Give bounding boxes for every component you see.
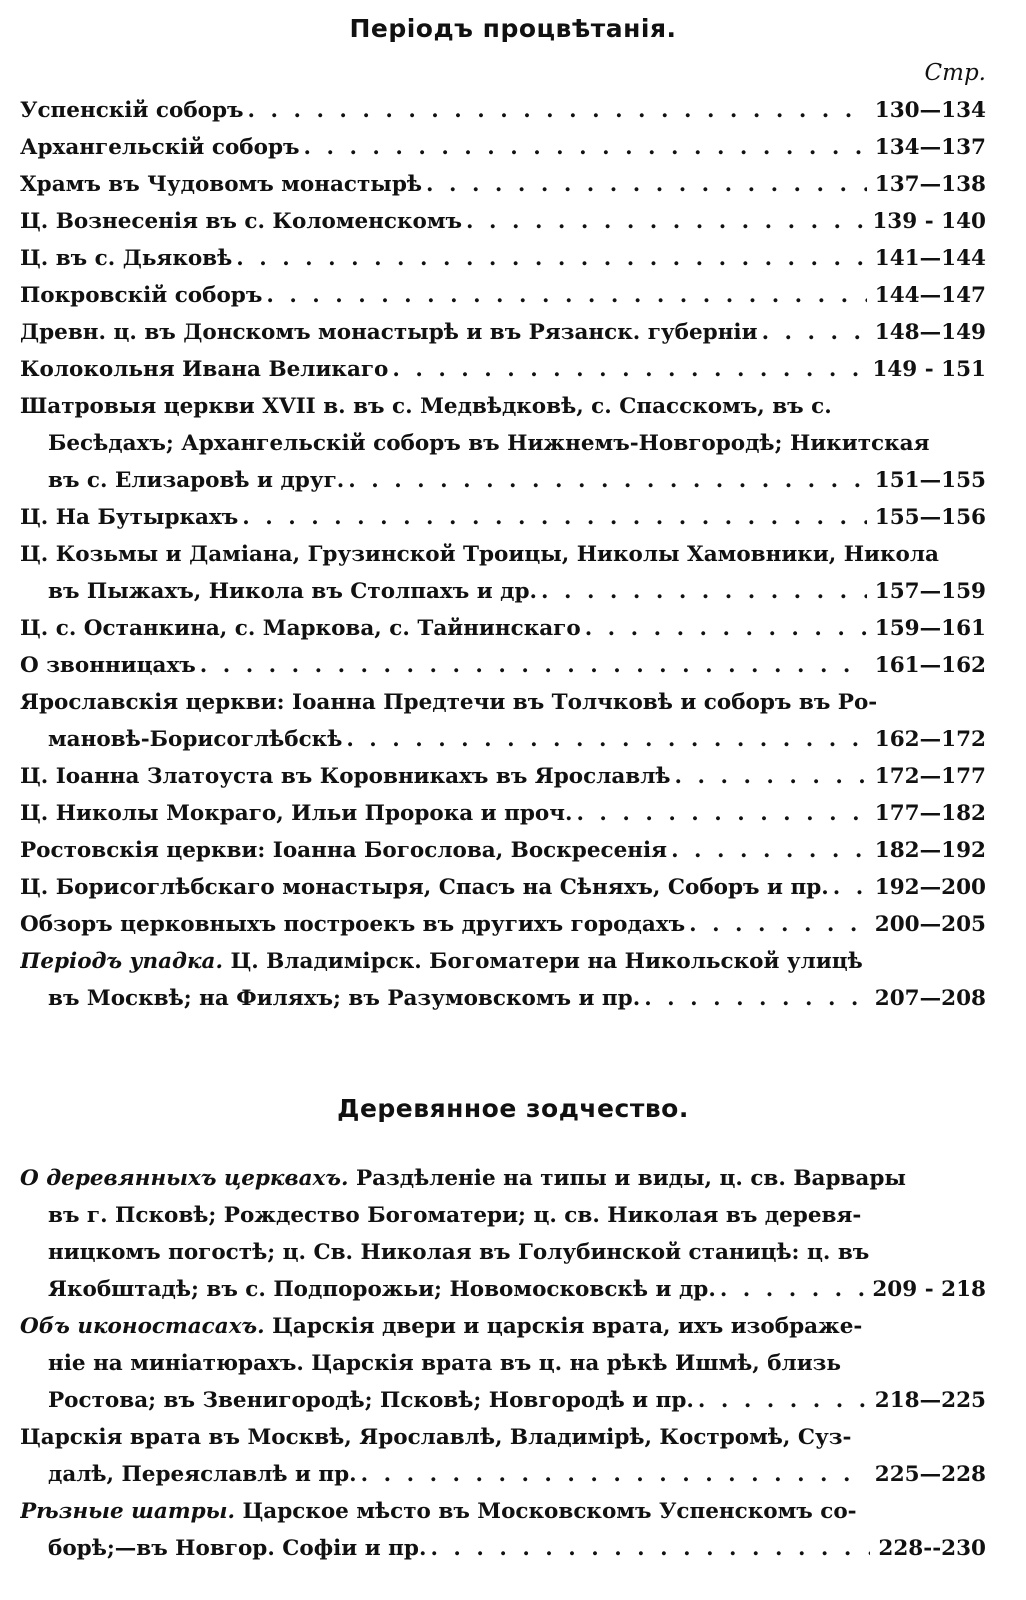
toc-entry-text [48, 721, 342, 758]
toc-entry-text [48, 462, 344, 499]
toc-entry-line [20, 943, 986, 980]
toc-entry-text [48, 1530, 426, 1567]
toc-entry [20, 647, 986, 684]
toc-entry [20, 1493, 986, 1567]
toc-entry [20, 240, 986, 277]
toc-entry-text-segment: Ц. Николы Мокраго, Ильи Пророка и проч. [20, 801, 573, 826]
toc-entry [20, 314, 986, 351]
dot-leader [537, 573, 867, 610]
dot-leader [758, 314, 867, 351]
toc-entry-text-segment: Ростова; въ Звенигородѣ; Псковѣ; Новгородѣ и пр. [48, 1388, 694, 1413]
toc-entry-line [20, 795, 986, 832]
toc-entry-text [20, 314, 758, 351]
toc-entry [20, 388, 986, 499]
toc-entry-line [20, 1197, 986, 1234]
toc-page-range: 151—155 [874, 468, 986, 493]
toc-entry-text-segment: Ярославскія церкви: Іоанна Предтечи въ Толчковѣ и соборъ въ Ро- [20, 690, 878, 715]
toc-entry-line [20, 758, 986, 795]
dot-leader [262, 277, 866, 314]
toc-entry-text [20, 795, 572, 832]
toc-entry [20, 906, 986, 943]
toc-page-range: 209 - 218 [872, 1277, 986, 1302]
toc-entry-line [20, 980, 986, 1017]
toc-entry-line [20, 351, 986, 388]
toc-entry-text-segment: Раздѣленіе на типы и виды, ц. св. Варвары [348, 1166, 906, 1191]
toc-entry-text [48, 573, 537, 610]
dot-leader [344, 462, 866, 499]
toc-entry-text-segment: Ц. На Бутыркахъ [20, 505, 239, 530]
toc-page-range: 141—144 [874, 246, 986, 271]
toc-entry-line [20, 869, 986, 906]
toc-entry-line [20, 1234, 986, 1271]
toc-entry-text-segment: Архангельскій соборъ [20, 135, 300, 160]
toc-list-flourishing-period [20, 92, 986, 1017]
toc-page-range: 200—205 [874, 912, 986, 937]
toc-page-range: 144—147 [874, 283, 986, 308]
toc-entry-line [20, 203, 986, 240]
toc-page-range: 134—137 [874, 135, 986, 160]
toc-entry-text-segment: Бесѣдахъ; Архангельскій соборъ въ Нижнемъ-Новгородѣ; Никитская [48, 431, 930, 456]
toc-entry-text-segment: Ц. Вознесенія въ с. Коломенскомъ [20, 209, 463, 234]
toc-entry [20, 795, 986, 832]
toc-entry-text-segment: Успенскій соборъ [20, 98, 244, 123]
toc-entry [20, 203, 986, 240]
dot-leader [238, 499, 866, 536]
toc-entry-line [20, 647, 986, 684]
toc-entry-text-segment: Ц. Іоанна Златоуста въ Коровникахъ въ Ярославлѣ [20, 764, 671, 789]
toc-entry-line [20, 1160, 986, 1197]
toc-entry-text-segment: Ц. с. Останкина, с. Маркова, с. Тайнинскаго [20, 616, 581, 641]
toc-entry [20, 1419, 986, 1493]
toc-entry-line [20, 129, 986, 166]
toc-entry [20, 277, 986, 314]
toc-entry [20, 351, 986, 388]
dot-leader [388, 351, 864, 388]
dot-leader [342, 721, 866, 758]
toc-page-range: 225—228 [874, 1462, 986, 1487]
dot-leader [829, 869, 867, 906]
toc-entry-heading: Періодъ упадка. [20, 949, 223, 974]
toc-entry-text [20, 129, 300, 166]
toc-entry-text [20, 906, 685, 943]
toc-entry-text-segment: О звонницахъ [20, 653, 196, 678]
toc-entry-line [20, 462, 986, 499]
dot-leader [196, 647, 867, 684]
toc-entry-heading: Рѣзные шатры. [20, 1499, 235, 1524]
toc-entry [20, 1308, 986, 1419]
section-title-wooden-architecture: Деревянное зодчество. [337, 1094, 689, 1123]
toc-page-range: 218—225 [874, 1388, 986, 1413]
toc-entry-text-segment: мановѣ-Борисоглѣбскѣ [48, 727, 343, 752]
toc-entry-text-segment: Покровскій соборъ [20, 283, 263, 308]
toc-entry-line [20, 92, 986, 129]
dot-leader [572, 795, 866, 832]
toc-page-range: 137—138 [874, 172, 986, 197]
toc-entry-line [20, 573, 986, 610]
dot-leader [422, 166, 867, 203]
toc-entry-line [20, 1456, 986, 1493]
dot-leader [300, 129, 867, 166]
toc-entry-text-segment: Ц. Владимірск. Богоматери на Никольской улицѣ [222, 949, 863, 974]
toc-entry-text [48, 1382, 694, 1419]
toc-entry-text-segment: Якобштадѣ; въ с. Подпорожьи; Новомосковскѣ и др. [48, 1277, 716, 1302]
toc-entry-text [20, 166, 422, 203]
toc-entry-text-segment: Колокольня Ивана Великаго [20, 357, 389, 382]
toc-entry [20, 499, 986, 536]
toc-entry [20, 832, 986, 869]
toc-entry-text [20, 277, 262, 314]
toc-entry-text-segment: Шатровыя церкви XVII в. въ с. Медвѣдковѣ, с. Спасскомъ, въ с. [20, 394, 832, 419]
dot-leader [716, 1271, 865, 1308]
toc-entry [20, 166, 986, 203]
toc-entry-line [20, 1419, 986, 1456]
dot-leader [426, 1530, 870, 1567]
toc-entry-text-segment: въ г. Псковѣ; Рождество Богоматери; ц. св. Николая въ деревя- [48, 1203, 862, 1228]
toc-entry-heading: Объ иконостасахъ. [20, 1314, 265, 1339]
toc-entry-text [20, 351, 388, 388]
toc-entry-text [20, 203, 462, 240]
dot-leader [462, 203, 864, 240]
toc-entry-text [20, 610, 581, 647]
toc-page-range: 139 - 140 [872, 209, 986, 234]
toc-entry-text-segment: Ц. Козьмы и Даміана, Грузинской Троицы, Николы Хамовники, Никола [20, 542, 939, 567]
toc-entry [20, 684, 986, 758]
toc-entry-text-segment: Ц. въ с. Дьяковѣ [20, 246, 233, 271]
toc-entry-text [20, 869, 829, 906]
toc-page-range: 159—161 [874, 616, 986, 641]
toc-page-range: 182—192 [874, 838, 986, 863]
toc-entry-text-segment: Обзоръ церковныхъ построекъ въ другихъ городахъ [20, 912, 686, 937]
toc-page-range: 149 - 151 [872, 357, 986, 382]
toc-entry-line [20, 425, 986, 462]
toc-entry-text [20, 832, 667, 869]
toc-entry-line [20, 684, 986, 721]
toc-entry-text-segment: Ростовскія церкви: Іоанна Богослова, Воскресенія [20, 838, 668, 863]
toc-entry-text [48, 1456, 357, 1493]
toc-entry [20, 869, 986, 906]
toc-entry-text-segment: Царское мѣсто въ Московскомъ Успенскомъ со- [235, 1499, 857, 1524]
section-title-flourishing-period: Періодъ процвѣтанія. [349, 14, 677, 43]
toc-entry-text-segment: Царскія врата въ Москвѣ, Ярославлѣ, Владимірѣ, Костромѣ, Суз- [20, 1425, 852, 1450]
toc-entry-text [20, 647, 196, 684]
toc-entry-text [48, 980, 640, 1017]
toc-entry-text-segment: Храмъ въ Чудовомъ монастырѣ [20, 172, 423, 197]
toc-entry-line [20, 906, 986, 943]
toc-entry-line [20, 721, 986, 758]
toc-entry [20, 943, 986, 1017]
toc-entry-text [20, 240, 232, 277]
toc-entry-text-segment: борѣ;—въ Новгор. Софіи и пр. [48, 1536, 427, 1561]
toc-entry-heading: О деревянныхъ церквахъ. [20, 1166, 349, 1191]
toc-entry-text-segment: далѣ, Переяславлѣ и пр. [48, 1462, 357, 1487]
dot-leader [357, 1456, 867, 1493]
toc-entry-text-segment: Царскія двери и царскія врата, ихъ изображе- [264, 1314, 863, 1339]
dot-leader [640, 980, 867, 1017]
toc-page-range: 161—162 [874, 653, 986, 678]
toc-entry [20, 536, 986, 610]
toc-entry-text-segment: Ц. Борисоглѣбскаго монастыря, Спасъ на Сѣняхъ, Соборъ и пр. [20, 875, 829, 900]
toc-entry-text-segment: ніе на миніатюрахъ. Царскія врата въ ц. на рѣкѣ Ишмѣ, близь [48, 1351, 841, 1376]
toc-entry-line [20, 610, 986, 647]
toc-entry-text [20, 92, 244, 129]
toc-entry-line [20, 1530, 986, 1567]
page-column-label: Стр. [924, 60, 986, 86]
toc-entry-line [20, 1493, 986, 1530]
toc-entry-text-segment: ницкомъ погостѣ; ц. Св. Николая въ Голубинской станицѣ: ц. въ [48, 1240, 870, 1265]
toc-entry-text-segment: въ с. Елизаровѣ и друг. [48, 468, 345, 493]
toc-entry-line [20, 314, 986, 351]
toc-entry-line [20, 499, 986, 536]
toc-entry [20, 610, 986, 647]
dot-leader [694, 1382, 867, 1419]
dot-leader [671, 758, 867, 795]
toc-page-range: 148—149 [874, 320, 986, 345]
toc-page-range: 207—208 [874, 986, 986, 1011]
toc-list-wooden-architecture [20, 1160, 986, 1567]
toc-entry [20, 758, 986, 795]
dot-leader [685, 906, 867, 943]
toc-entry-line [20, 277, 986, 314]
toc-entry-line [20, 1382, 986, 1419]
toc-entry-line [20, 166, 986, 203]
toc-page-range: 157—159 [874, 579, 986, 604]
dot-leader [667, 832, 867, 869]
toc-page-range: 130—134 [874, 98, 986, 123]
toc-entry-text-segment: въ Пыжахъ, Никола въ Столпахъ и др. [48, 579, 537, 604]
toc-entry-text-segment: Древн. ц. въ Донскомъ монастырѣ и въ Рязанск. губерніи [20, 320, 758, 345]
toc-entry-line [20, 536, 986, 573]
toc-entry-text [20, 758, 671, 795]
toc-page-range: 155—156 [874, 505, 986, 530]
toc-entry-line [20, 1308, 986, 1345]
toc-entry [20, 129, 986, 166]
dot-leader [581, 610, 867, 647]
toc-entry-line [20, 1271, 986, 1308]
toc-page-range: 162—172 [874, 727, 986, 752]
dot-leader [232, 240, 866, 277]
toc-page-range: 192—200 [874, 875, 986, 900]
toc-entry-text-segment: въ Москвѣ; на Филяхъ; въ Разумовскомъ и пр. [48, 986, 641, 1011]
toc-entry-text [48, 1271, 716, 1308]
toc-entry-line [20, 832, 986, 869]
toc-entry [20, 92, 986, 129]
dot-leader [244, 92, 867, 129]
toc-page-range: 177—182 [874, 801, 986, 826]
toc-entry-line [20, 240, 986, 277]
toc-page-range: 172—177 [874, 764, 986, 789]
toc-entry-line [20, 1345, 986, 1382]
toc-page-range: 228--230 [878, 1536, 986, 1561]
toc-entry-text [20, 499, 238, 536]
toc-entry-line [20, 388, 986, 425]
toc-entry [20, 1160, 986, 1308]
